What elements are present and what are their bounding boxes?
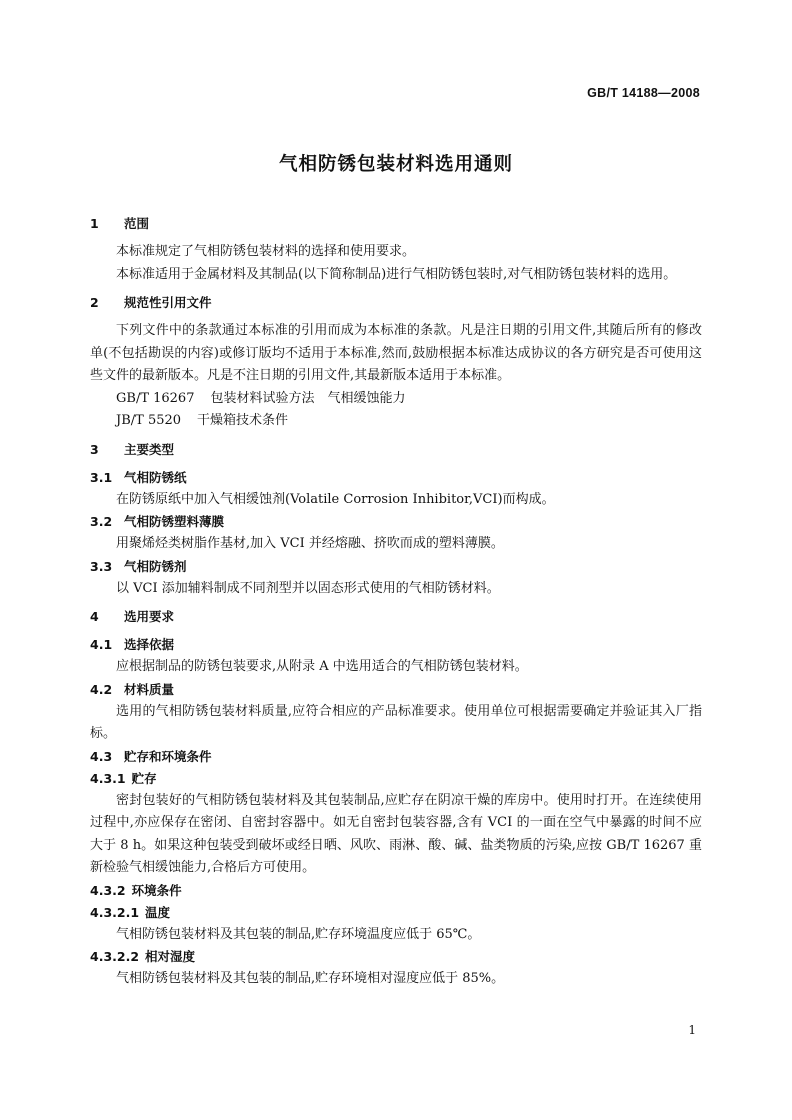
section-number: 4.3.2.2 [90,949,140,964]
paragraph: 在防锈原纸中加入气相缓蚀剂(Volatile Corrosion Inhibitor,VCI)而构成。 [116,491,555,507]
section-title: 气相防锈纸 [124,469,187,485]
section-number: 3 [90,441,99,457]
section-title: 环境条件 [131,882,182,898]
section-number: 3.1 [90,469,113,485]
paragraph: 本标准规定了气相防锈包装材料的选择和使用要求。 [116,244,416,259]
section-2-heading [90,292,702,314]
section-title: 材料质量 [124,681,175,697]
section-1-heading [90,213,702,235]
section-number: 1 [90,216,99,231]
reference-name: 包装材料试验方法 气相缓蚀能力 [210,390,406,406]
section-number: 3.2 [90,514,113,529]
reference-code: GB/T 16267 [116,390,195,406]
subsection-heading [90,902,702,924]
subsection-heading [90,467,702,489]
section-number: 4.3 [90,748,113,764]
paragraph: 下列文件中的条款通过本标准的引用而成为本标准的条款。凡是注日期的引用文件,其随后所有的修改单(不包括勘误的内容)或修订版均不适用于本标准,然而,鼓励根据本标准达成协议的各方研究是否可使用这些文件的最新版本。凡是不注日期的引用文件,其最新版本适用于本标准。 [90,323,702,383]
section-title: 范围 [124,216,150,231]
paragraph: 用聚烯烃类树脂作基材,加入 VCI 并经熔融、挤吹而成的塑料薄膜。 [116,536,504,551]
document-body [90,213,702,991]
paragraph: 气相防锈包装材料及其包装的制品,贮存环境相对湿度应低于 85%。 [116,971,505,986]
paragraph: 应根据制品的防锈包装要求,从附录 A 中选用适合的气相防锈包装材料。 [116,659,528,674]
paragraph: 气相防锈包装材料及其包装的制品,贮存环境温度应低于 65℃。 [116,926,481,942]
page-number: 1 [688,1023,696,1037]
section-number: 3.3 [90,558,113,574]
section-number: 4.2 [90,681,113,697]
section-title: 主要类型 [124,441,175,457]
subsection-heading [90,634,702,656]
section-title: 规范性引用文件 [124,295,212,310]
section-number: 4.1 [90,637,113,652]
paragraph: 密封包装好的气相防锈包装材料及其包装制品,应贮存在阴凉干燥的库房中。使用时打开。在连续使用过程中,亦应保存在密闭、自密封容器中。如无自密封包装容器,含有 VCI 的一面在空气中暴露的时间不应大于 8 h。如果这种包装受到破坏或经日晒、风吹、雨淋、酸、碱、盐类物质的污染,应按 GB/T 16267 重新检验气相缓蚀能力,合格后方可使用。 [90,792,702,875]
section-title: 相对湿度 [145,949,196,964]
section-title: 气相防锈塑料薄膜 [124,514,225,529]
subsection-heading [90,556,702,578]
section-number: 4.3.2.1 [90,904,140,920]
subsection-heading [90,768,702,790]
subsection-heading [90,511,702,533]
reference-name: 干燥箱技术条件 [197,413,289,428]
standard-code: GB/T 14188—2008 [587,86,700,100]
section-title: 气相防锈剂 [124,558,187,574]
reference-item [90,410,702,433]
paragraph: 选用的气相防锈包装材料质量,应符合相应的产品标准要求。使用单位可根据需要确定并验证其入厂指标。 [90,703,702,741]
section-number: 2 [90,295,99,310]
document-title: 气相防锈包装材料选用通则 [278,154,513,175]
subsection-heading [90,746,702,768]
section-number: 4.3.2 [90,882,126,898]
section-3-heading [90,439,702,461]
subsection-heading [90,946,702,968]
section-title: 选用要求 [124,609,175,624]
paragraph: 以 VCI 添加辅料制成不同剂型并以固态形式使用的气相防锈材料。 [116,580,500,596]
section-title: 选择依据 [124,637,175,652]
section-title: 温度 [145,904,171,920]
reference-code: JB/T 5520 [116,413,182,428]
section-number: 4.3.1 [90,770,126,786]
paragraph: 本标准适用于金属材料及其制品(以下简称制品)进行气相防锈包装时,对气相防锈包装材料的选用。 [116,266,677,282]
section-title: 贮存和环境条件 [124,748,212,764]
section-title: 贮存 [131,770,157,786]
section-4-heading [90,606,702,628]
section-number: 4 [90,609,99,624]
reference-item [90,388,702,411]
subsection-heading [90,880,702,902]
subsection-heading [90,679,702,701]
